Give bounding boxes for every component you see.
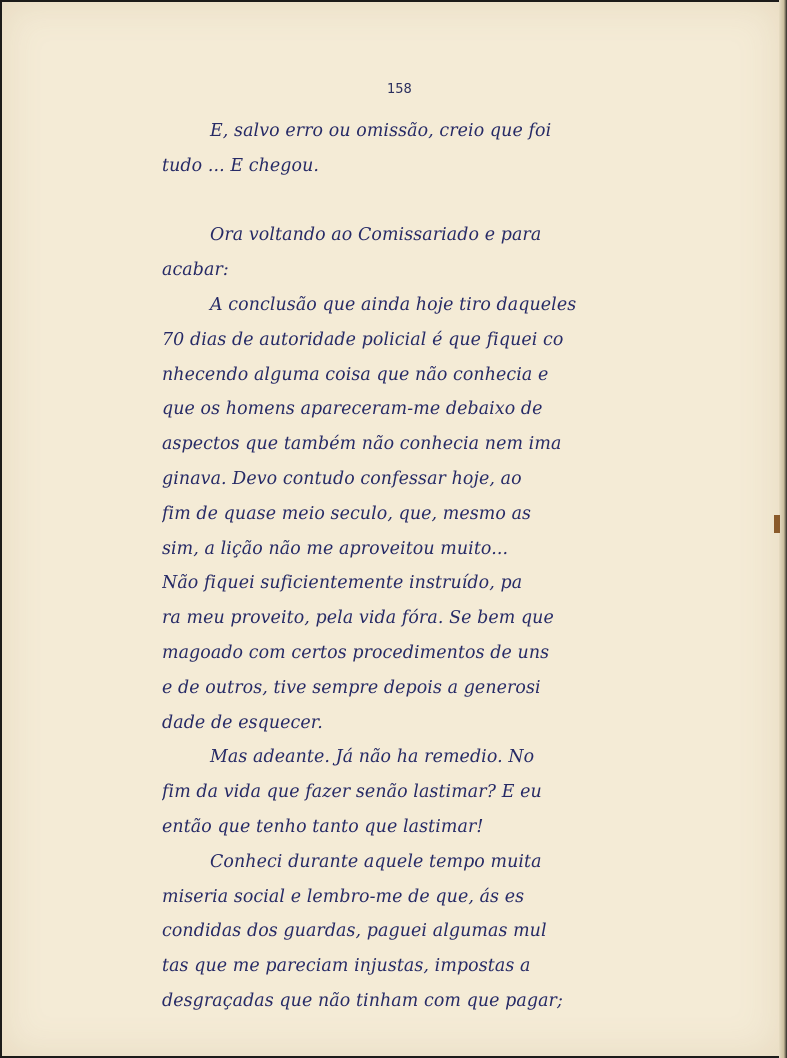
text-line: Conheci durante aquele tempo muita (210, 851, 542, 872)
text-line: Mas adeante. Já não ha remedio. No (210, 747, 535, 768)
handwritten-text (162, 114, 682, 1019)
text-line: e de outros, tive sempre depois a generosi (162, 677, 541, 698)
text-line: ginava. Devo contudo confessar hoje, ao (162, 468, 522, 489)
text-line: dade de esquecer. (162, 712, 323, 733)
page-edge (779, 0, 787, 1058)
text-line: Não fiquei suficientemente instruído, pa (162, 573, 523, 594)
text-line: nhecendo alguma coisa que não conhecia e (162, 364, 549, 385)
text-line: aspectos que também não conhecia nem ima (162, 434, 562, 455)
text-line: que os homens apareceram-me debaixo de (162, 399, 543, 420)
blank-line (162, 184, 682, 219)
text-line: fim de quase meio seculo, que, mesmo as (162, 503, 532, 524)
text-line: Ora voltando ao Comissariado e para (210, 225, 542, 246)
text-line: ra meu proveito, pela vida fóra. Se bem que (162, 608, 554, 629)
text-line: desgraçadas que não tinham com que pagar; (162, 990, 563, 1011)
text-line: condidas dos guardas, paguei algumas mul (162, 921, 547, 942)
text-line: tudo ... E chegou. (162, 155, 320, 176)
text-line: fim da vida que fazer senão lastimar? E eu (162, 782, 542, 803)
text-line: então que tenho tanto que lastimar! (162, 816, 484, 837)
text-line: 70 dias de autoridade policial é que fiquei co (162, 329, 564, 350)
page-number: 158 (387, 82, 412, 97)
text-line: A conclusão que ainda hoje tiro daqueles (210, 294, 577, 315)
text-line: E, salvo erro ou omissão, creio que foi (210, 121, 552, 141)
text-line: tas que me pareciam injustas, impostas a (162, 956, 531, 977)
manuscript-page (2, 2, 779, 1056)
text-line: sim, a lição não me aproveitou muito... (162, 538, 509, 559)
bookmark-tab (774, 515, 780, 533)
text-line: magoado com certos procedimentos de uns (162, 642, 550, 663)
text-line: miseria social e lembro-me de que, ás es (162, 886, 525, 907)
text-line: acabar: (162, 260, 229, 281)
